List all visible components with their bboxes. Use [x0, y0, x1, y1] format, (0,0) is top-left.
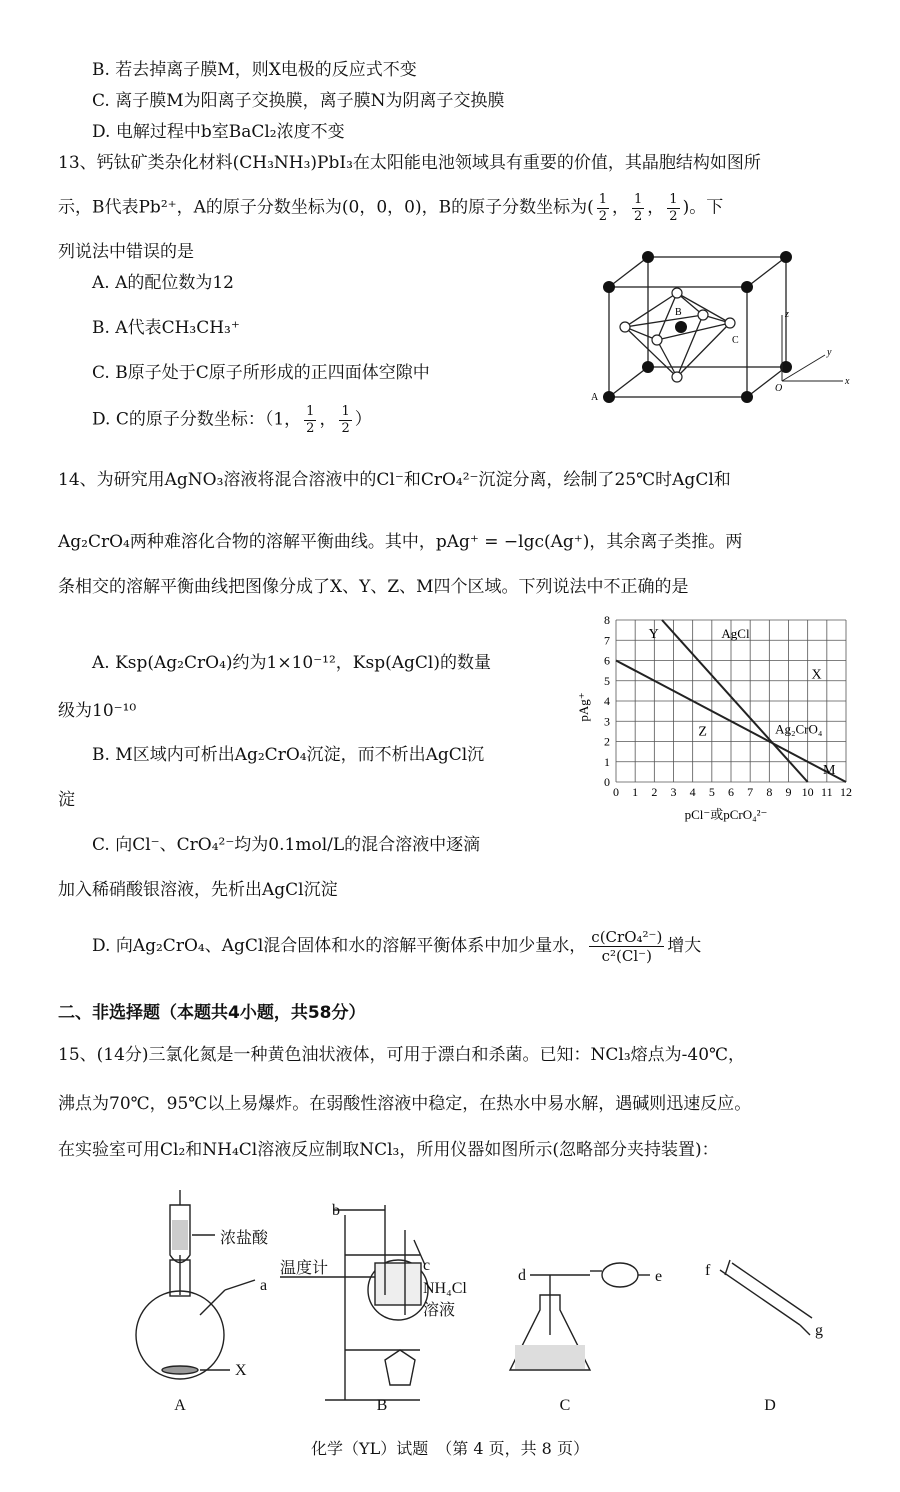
series-label-agcl: AgCl [721, 626, 750, 642]
region-label-m: M [823, 762, 836, 778]
solubility-chart [578, 612, 853, 824]
y-tick-label: 3 [604, 714, 610, 729]
axis-x-label: x [845, 376, 850, 387]
apparatus-b [280, 1205, 431, 1400]
concentration-ratio: $\frac{\text{c(CrO₄²⁻)}}{\text{c²(Cl⁻)}}$ [591, 928, 663, 965]
section-heading: 二、非选择题（本题共4小题，共58分） [58, 1003, 366, 1023]
label-thermometer: 温度计 [280, 1260, 329, 1277]
label-f: f [705, 1262, 711, 1279]
q13-stem-line2-pre: 示，B代表Pb²⁺，A的原子分数坐标为(0，0，0)，B的原子分数坐标为( [58, 197, 594, 218]
frac-half: $\frac{1}{2}$ [598, 192, 607, 224]
y-tick-label: 5 [604, 673, 610, 688]
x-tick-label: 3 [670, 785, 677, 799]
x-tick-label: 7 [747, 785, 754, 799]
frac-half: $\frac{1}{2}$ [306, 404, 315, 436]
q14-option-d-pre: D. 向Ag₂CrO₄、AgCl混合固体和水的溶解平衡体系中加少量水， [92, 936, 587, 956]
label-apparatus-c: C [559, 1397, 571, 1414]
x-tick-label: 5 [708, 785, 715, 799]
series-label-ag2cro4: Ag₂CrO₄ [775, 721, 823, 737]
page-footer: 化学（YL）试题 （第 4 页，共 8 页） [311, 1439, 589, 1458]
label-hcl: 浓盐酸 [220, 1230, 269, 1247]
q14-stem-line2: Ag₂CrO₄两种难溶化合物的溶解平衡曲线。其中，pAg⁺ = −lgc(Ag⁺)，其余离子类推。两 [58, 532, 743, 552]
q14-option-d-post: 增大 [667, 936, 702, 956]
q13-stem-line1: 13、钙钛矿类杂化材料(CH₃NH₃)PbI₃在太阳能电池领域具有重要的价值，其晶胞结构如图所 [58, 153, 761, 173]
label-nh4cl: NH₄Cl [423, 1280, 467, 1297]
atom-label-b: B [675, 307, 682, 318]
label-e: e [655, 1268, 663, 1285]
q15-stem-line2: 沸点为70℃，95℃以上易爆炸。在弱酸性溶液中稳定，在热水中易水解，遇碱则迅速反应。 [58, 1094, 752, 1114]
x-tick-label: 12 [840, 785, 852, 799]
q13-stem-line3: 列说法中错误的是 [58, 242, 194, 262]
label-g: g [815, 1322, 823, 1339]
label-apparatus-a: A [174, 1397, 186, 1414]
x-tick-label: 2 [651, 785, 658, 799]
label-apparatus-d: D [764, 1397, 776, 1414]
q14-option-d [92, 928, 701, 965]
q14-option-a-line1: A. Ksp(Ag₂CrO₄)约为1×10⁻¹²，Ksp(AgCl)的数量 [92, 653, 491, 673]
y-tick-label: 2 [604, 734, 610, 749]
label-a: a [260, 1277, 268, 1294]
chart-ylabel: pAg⁺ [576, 692, 591, 722]
q14-option-a-line2: 级为10⁻¹⁰ [58, 701, 137, 721]
region-label-z: Z [698, 724, 707, 740]
q14-option-b-line1: B. M区域内可析出Ag₂CrO₄沉淀，而不析出AgCl沉 [92, 745, 485, 765]
apparatus-d [720, 1260, 812, 1335]
apparatus-figure [120, 1185, 840, 1415]
apparatus-a [136, 1190, 255, 1379]
chart-xlabel: pCl⁻或pCrO₄²⁻ [684, 807, 768, 822]
q14-option-c-line1: C. 向Cl⁻、CrO₄²⁻均为0.1mol/L的混合溶液中逐滴 [92, 835, 481, 855]
q13-option-d-post: ） [354, 409, 372, 430]
x-tick-label: 8 [766, 785, 773, 799]
q15-stem-line1: 15、(14分)三氯化氮是一种黄色油状液体，可用于漂白和杀菌。已知：NCl₃熔点为-40℃， [58, 1045, 746, 1065]
atom-label-c: C [732, 335, 739, 346]
region-label-y: Y [648, 627, 659, 643]
y-tick-label: 1 [604, 754, 610, 769]
frac-half: $\frac{1}{2}$ [669, 192, 678, 224]
q12-option-b: B. 若去掉离子膜M，则X电极的反应式不变 [92, 60, 417, 80]
q13-stem-line2-post: )。下 [682, 197, 724, 218]
q13-option-a: A. A的配位数为12 [92, 273, 234, 293]
y-tick-label: 0 [604, 775, 610, 789]
apparatus-c [510, 1263, 650, 1370]
axis-origin-label: O [775, 383, 783, 394]
region-label-x: X [811, 667, 822, 683]
frac-half: $\frac{1}{2}$ [634, 192, 643, 224]
label-d: d [518, 1267, 526, 1284]
x-tick-label: 1 [632, 785, 639, 799]
x-tick-label: 4 [689, 785, 696, 799]
label-solution: 溶液 [423, 1302, 456, 1319]
q13-option-d-pre: D. C的原子分数坐标：（1， [92, 409, 302, 430]
crystal-cell-figure [585, 245, 860, 415]
x-tick-label: 6 [728, 785, 734, 799]
q13-option-b: B. A代表CH₃CH₃⁺ [92, 318, 240, 338]
label-x: X [235, 1362, 247, 1379]
label-b: b [332, 1202, 340, 1219]
y-tick-label: 8 [604, 613, 610, 627]
x-tick-label: 10 [801, 785, 814, 799]
q13-option-c: C. B原子处于C原子所形成的正四面体空隙中 [92, 363, 430, 383]
q13-stem-line2: 示，B代表Pb²⁺，A的原子分数坐标为(0，0，0)，B的原子分数坐标为( $\frac{1}{2}$ ， $\frac{1}{2}$ ， $\frac{1}{2}$ )。下 [58, 192, 724, 224]
q14-stem-line3: 条相交的溶解平衡曲线把图像分成了X、Y、Z、M四个区域。下列说法中不正确的是 [58, 577, 689, 597]
label-c: c [423, 1257, 431, 1274]
x-tick-label: 11 [821, 785, 833, 799]
y-tick-label: 6 [604, 653, 610, 668]
atom-label-a: A [591, 392, 599, 403]
q12-option-d: D. 电解过程中b室BaCl₂浓度不变 [92, 122, 345, 142]
x-tick-label: 0 [613, 785, 619, 799]
q14-option-c-line2: 加入稀硝酸银溶液，先析出AgCl沉淀 [58, 880, 338, 900]
axis-y-label: y [827, 347, 832, 358]
label-apparatus-b: B [376, 1397, 388, 1414]
q14-stem-line1: 14、为研究用AgNO₃溶液将混合溶液中的Cl⁻和CrO₄²⁻沉淀分离，绘制了25℃时AgCl和 [58, 470, 731, 490]
frac-half: $\frac{1}{2}$ [341, 404, 350, 436]
q15-stem-line3: 在实验室可用Cl₂和NH₄Cl溶液反应制取NCl₃，所用仪器如图所示(忽略部分夹持装置)： [58, 1140, 719, 1160]
y-tick-label: 4 [604, 694, 610, 708]
x-tick-label: 9 [785, 785, 792, 799]
q14-option-b-line2: 淀 [58, 790, 75, 810]
q12-option-c: C. 离子膜M为阳离子交换膜，离子膜N为阴离子交换膜 [92, 91, 505, 111]
y-tick-label: 7 [604, 633, 610, 648]
q13-option-d: D. C的原子分数坐标：（1， $\frac{1}{2}$ ， $\frac{1}{2}$ ） [92, 404, 372, 436]
axis-z-label: z [785, 309, 789, 320]
